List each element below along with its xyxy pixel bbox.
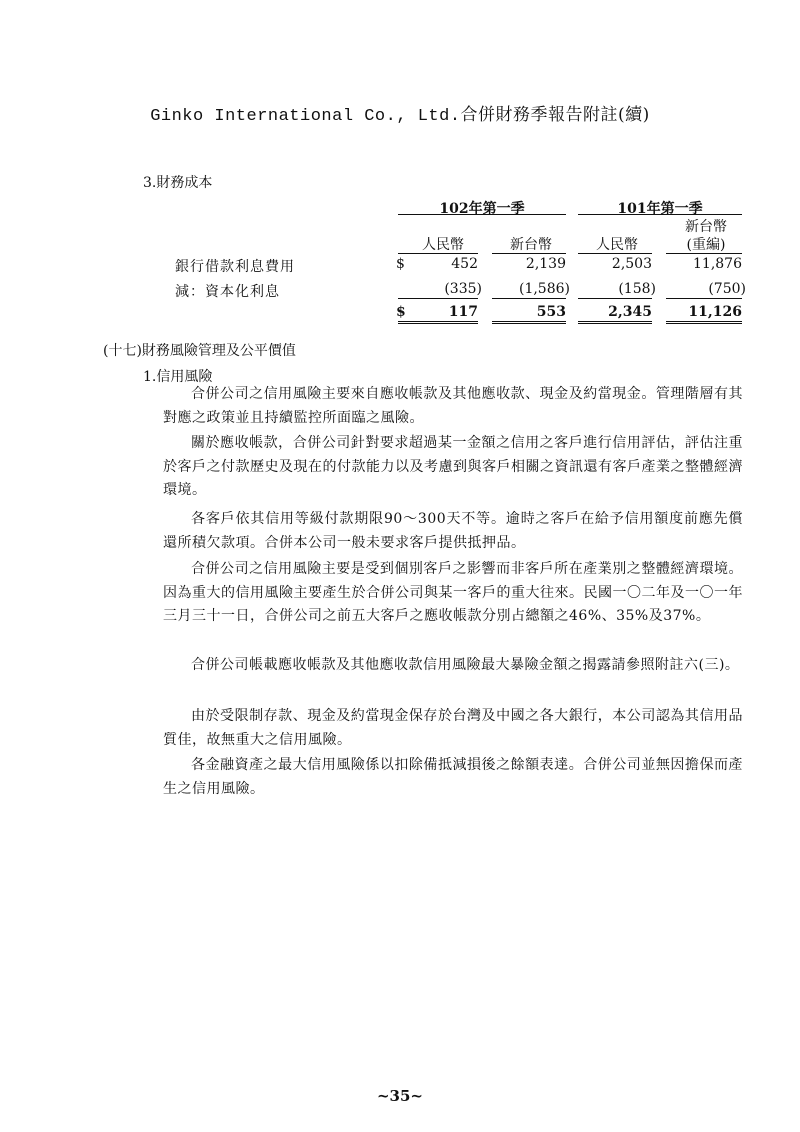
paragraph: 合併公司帳載應收帳款及其他應收款信用風險最大暴險金額之揭露請參照附註六(三)。 — [191, 657, 740, 673]
currency-col-3: 人民幣 — [596, 237, 638, 253]
currency-rule-3 — [578, 253, 652, 254]
currency-col-1: 人民幣 — [422, 237, 464, 253]
paragraph: 各金融資產之最大信用風險係以扣除備抵減損後之餘額表達。合併公司並無因擔保而產生之信用風險。 — [163, 757, 743, 797]
currency-rule-4 — [666, 253, 742, 254]
currency-rule-2 — [492, 253, 566, 254]
finance-cost-heading: 3.財務成本 — [143, 175, 213, 191]
cell: (1,586) — [518, 281, 570, 297]
paragraph: 由於受限制存款、現金及約當現金保存於台灣及中國之各大銀行，本公司認為其信用品質佳，故無重大之信用風險。 — [163, 708, 743, 748]
title-subject: 合併財務季報告附註(續) — [460, 105, 650, 125]
paragraph: 合併公司之信用風險主要是受到個別客戶之影響而非客戶所在產業別之整體經濟環境。因為重大的信用風險主要產生於合併公司與某一客戶的重大往來。民國一〇二年及一〇一年三月三十一日，合併公司之前五大客戶之應收帳款分別占總額之46%、35%及37%。 — [163, 561, 743, 624]
currency-symbol: $ — [396, 256, 405, 272]
period-2-header: 101年第一季 — [617, 201, 703, 217]
total-double-rule-3 — [578, 321, 652, 324]
subtotal-rule-3 — [578, 298, 652, 299]
period-2-rule — [578, 214, 742, 215]
total-double-rule-2 — [492, 321, 566, 324]
cell: (750) — [708, 281, 746, 297]
page-title — [0, 100, 800, 126]
total-double-rule-1 — [398, 321, 478, 324]
cell: 2,139 — [525, 256, 566, 272]
subsection-heading: 1.信用風險 — [143, 369, 213, 385]
cell: 452 — [451, 256, 478, 272]
cell: 11,876 — [693, 256, 742, 272]
total-cell: 2,345 — [608, 304, 652, 320]
total-cell: 117 — [448, 304, 478, 320]
total-cell: 11,126 — [688, 304, 742, 320]
period-1-rule — [398, 214, 566, 215]
total-cell: 553 — [536, 304, 566, 320]
currency-col-2: 新台幣 — [510, 237, 552, 253]
subtotal-rule-2 — [492, 298, 566, 299]
paragraph: 合併公司之信用風險主要來自應收帳款及其他應收款、現金及約當現金。管理階層有其對應之政策並且持續監控所面臨之風險。 — [163, 386, 743, 426]
currency-rule-1 — [398, 253, 478, 254]
paragraph: 關於應收帳款，合併公司針對要求超過某一金額之信用之客戶進行信用評估，評估注重於客戶之付款歷史及現在的付款能力以及考慮到與客戶相關之資訊還有客戶產業之整體經濟環境。 — [163, 435, 743, 498]
total-double-rule-4 — [666, 321, 742, 324]
period-1-header: 102年第一季 — [439, 201, 525, 217]
title-company: Ginko International Co., Ltd. — [150, 107, 461, 126]
paragraph: 各客戶依其信用等級付款期限90～300天不等。逾時之客戶在給予信用額度前應先償還所積欠款項。合併本公司一般未要求客戶提供抵押品。 — [163, 511, 743, 551]
page-number: ~35~ — [376, 1087, 423, 1105]
section-heading: (十七)財務風險管理及公平價值 — [103, 343, 296, 359]
subtotal-rule-4 — [666, 298, 742, 299]
cell: 2,503 — [611, 256, 652, 272]
row-label-interest: 銀行借款利息費用 — [175, 259, 295, 275]
cell: (335) — [444, 281, 482, 297]
subtotal-rule-1 — [398, 298, 478, 299]
row-label-capitalized: 減：資本化利息 — [175, 284, 280, 300]
cell: (158) — [618, 281, 656, 297]
currency-col-4: 新台幣 (重編) — [685, 219, 727, 253]
total-symbol: $ — [396, 304, 406, 320]
